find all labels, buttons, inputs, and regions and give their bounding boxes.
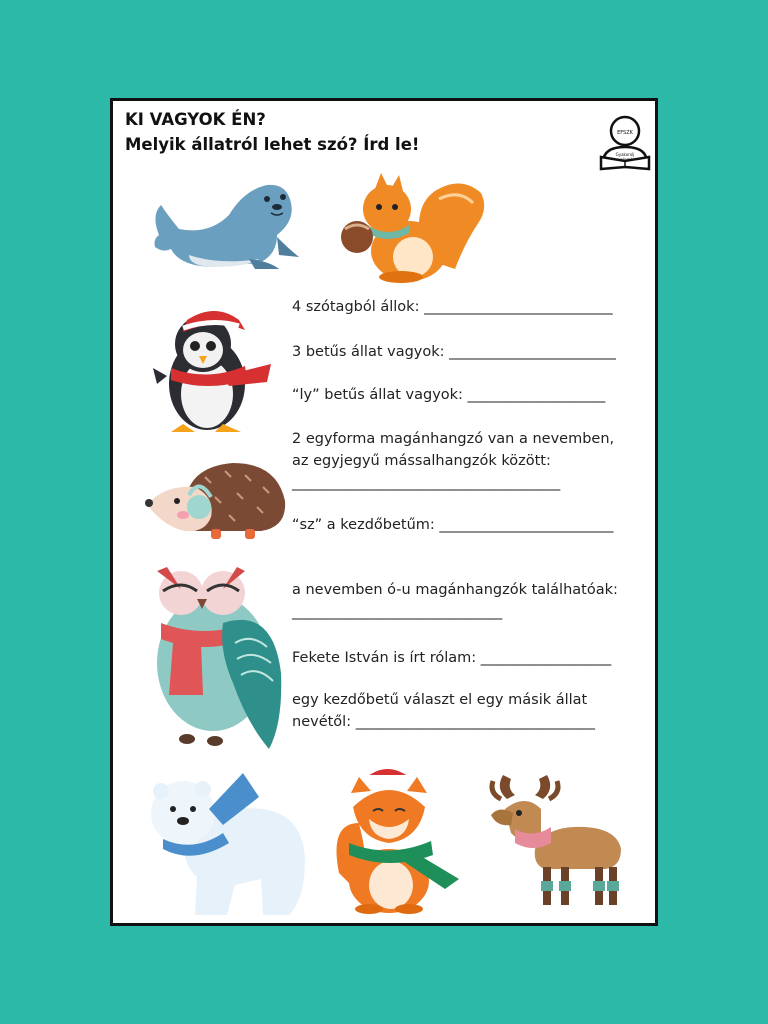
- title-line-1: KI VAGYOK ÉN?: [125, 110, 266, 129]
- question-6-answer-line: _____________________________: [292, 604, 503, 620]
- question-7-text: Fekete István is írt rólam: __________________: [292, 650, 612, 666]
- question-6: [292, 579, 618, 623]
- owl-icon: [153, 563, 293, 755]
- reader-logo-icon: [597, 111, 653, 171]
- question-4-answer-line: _____________________________________: [292, 475, 561, 491]
- squirrel-icon: [339, 169, 489, 285]
- moose-icon: [485, 769, 627, 909]
- question-8-line-2: nevétől: _________________________________: [292, 714, 595, 730]
- question-4-line-2: az egyjegyű mássalhangzók között:: [292, 453, 551, 469]
- question-8-line-1: egy kezdőbetű választ el egy másik állat: [292, 692, 588, 708]
- question-2: [292, 341, 616, 363]
- logo-bottom-text-2: velem!: [618, 157, 632, 162]
- question-1-text: 4 szótagból állok: __________________________: [292, 299, 613, 315]
- question-5: [292, 514, 613, 536]
- logo-top-text: EFSZK: [617, 130, 633, 136]
- title-line-2: Melyik állatról lehet szó? Írd le!: [125, 135, 420, 154]
- question-7: [292, 647, 611, 669]
- question-8: [292, 689, 595, 733]
- question-2-text: 3 betűs állat vagyok: _______________________: [292, 344, 616, 360]
- fox-icon: [329, 763, 463, 915]
- question-6-line-1: a nevemben ó-u magánhangzók találhatóak:: [292, 582, 618, 598]
- question-3-text: “ly” betűs állat vagyok: ___________________: [292, 387, 606, 403]
- hedgehog-icon: [145, 457, 287, 541]
- question-3: [292, 384, 605, 406]
- penguin-icon: [153, 306, 277, 434]
- question-4-line-1: 2 egyforma magánhangzó van a nevemben,: [292, 431, 615, 447]
- question-5-text: “sz” a kezdőbetűm: ________________________: [292, 517, 614, 533]
- page-title: [125, 107, 419, 157]
- question-4: [292, 428, 614, 494]
- logo-bottom-text-1: Gyakorolj: [615, 152, 635, 157]
- worksheet: [110, 98, 658, 926]
- seal-icon: [149, 175, 299, 273]
- polar-bear-icon: [143, 769, 309, 917]
- question-1: [292, 296, 613, 318]
